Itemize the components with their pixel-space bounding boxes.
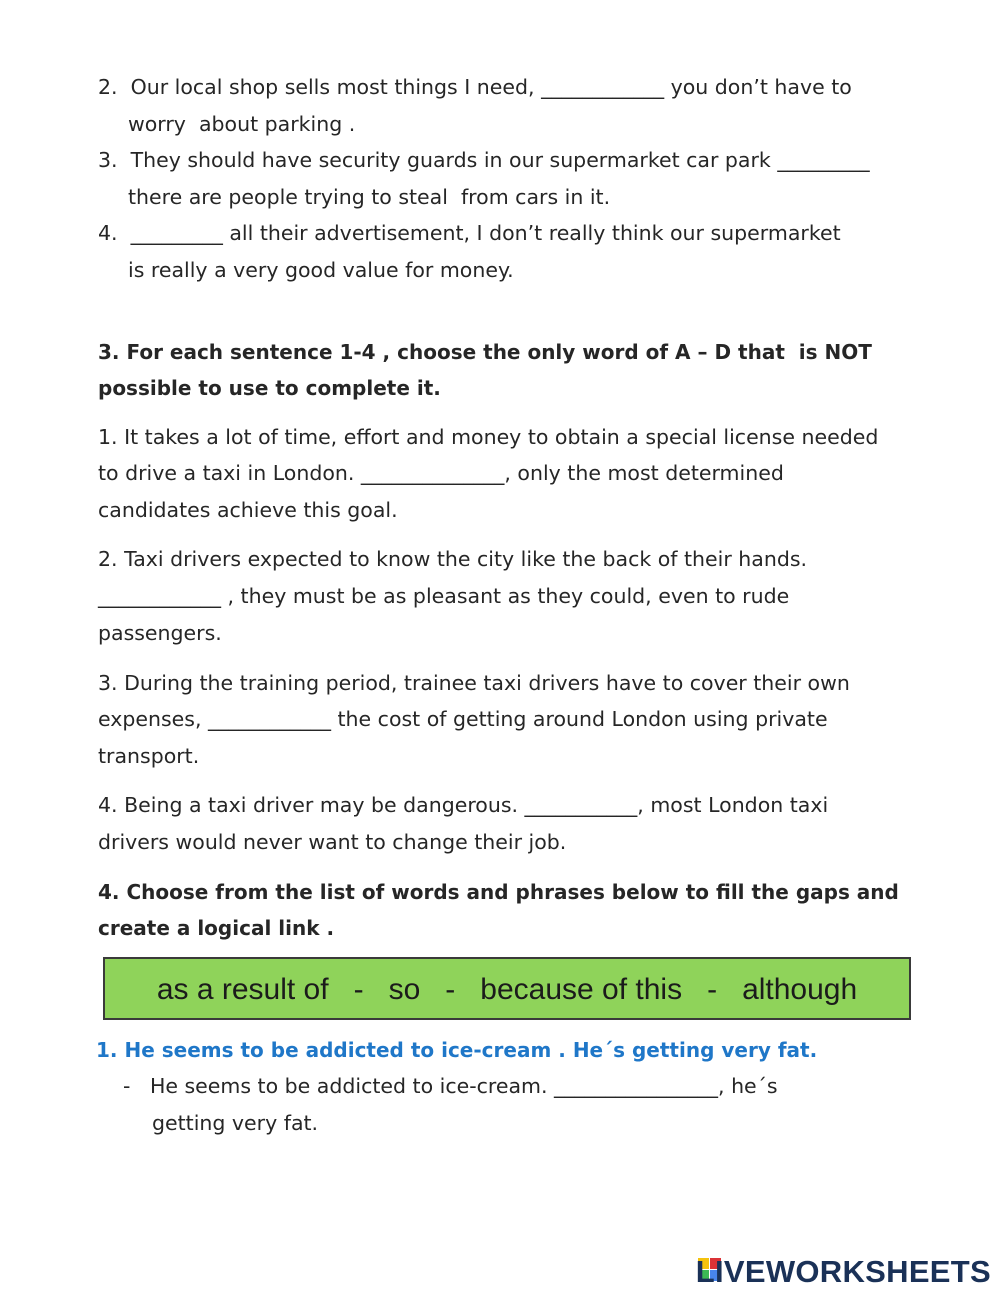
s2-item-3-line2: there are people trying to steal from cars in it. [128,185,611,209]
s2-item-3-line1: 3. They should have security guards in our supermarket car park _________ [98,148,870,172]
word-bank-text: as a result of - so - because of this - although [156,973,858,1006]
s3-item2-line3: passengers. [98,621,222,645]
section3-heading-line2: possible to use to complete it. [98,376,441,400]
example-prompt: 1. He seems to be addicted to ice-cream . He´s getting very fat. [96,1038,818,1062]
section4-heading-line1: 4. Choose from the list of words and phrases below to fill the gaps and [98,880,899,904]
s3-item1-line3: candidates achieve this goal. [98,498,398,522]
section3-heading-line1: 3. For each sentence 1-4 , choose the only word of A – D that is NOT [98,340,872,364]
s3-item1-line1: 1. It takes a lot of time, effort and money to obtain a special license needed [98,425,879,449]
section4-heading-line2: create a logical link . [98,916,335,940]
liveworksheets-brand[interactable]: LIVEWORKSHEETS [695,1254,991,1289]
s3-item4-line2: drivers would never want to change their job. [98,830,567,854]
s3-item1-line2: to drive a taxi in London. ______________, only the most determined [98,461,784,485]
example-answer-line1: - He seems to be addicted to ice-cream. ________________, he´s [123,1074,778,1098]
s3-item3-line2: expenses, ____________ the cost of getting around London using private [98,707,828,731]
s2-item-2-line2: worry about parking . [128,112,356,136]
s2-item-2-line1: 2. Our local shop sells most things I need, ____________ you don’t have to [98,75,852,99]
s3-item3-line1: 3. During the training period, trainee taxi drivers have to cover their own [98,671,850,695]
s3-item3-line3: transport. [98,744,200,768]
s3-item2-line2: ____________ , they must be as pleasant as they could, even to rude [98,584,790,608]
s2-item-4-line1: 4. _________ all their advertisement, I don’t really think our supermarket [98,221,841,245]
s2-item-4-line2: is really a very good value for money. [128,258,514,282]
word-bank-box [103,957,911,1020]
s3-item4-line1: 4. Being a taxi driver may be dangerous. ___________, most London taxi [98,793,829,817]
example-answer-line2: getting very fat. [152,1111,319,1135]
s3-item2-line1: 2. Taxi drivers expected to know the city like the back of their hands. [98,547,808,571]
